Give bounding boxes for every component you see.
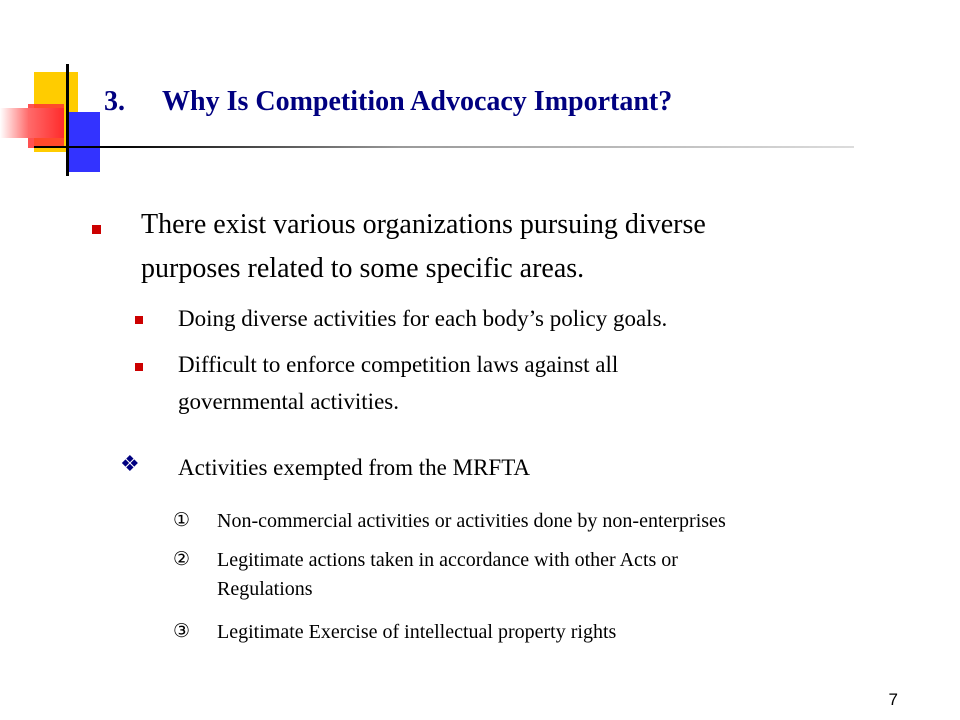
exemptions-heading: Activities exempted from the MRFTA	[178, 455, 531, 480]
title-number: 3.	[104, 86, 125, 117]
sub-bullet-2-line-2: governmental activities.	[178, 389, 399, 414]
sub-bullet-2-line-1: Difficult to enforce competition laws against all	[178, 352, 619, 377]
sub-bullet-1: Doing diverse activities for each body’s policy goals.	[178, 306, 668, 331]
circled-number-1: ①	[173, 509, 191, 531]
title-text: Why Is Competition Advocacy Important?	[162, 86, 673, 117]
numbered-item-2-line-2: Regulations	[217, 578, 313, 600]
numbered-item-3: Legitimate Exercise of intellectual property rights	[217, 621, 617, 643]
circled-number-2: ②	[173, 548, 191, 570]
decor-vertical-line	[66, 64, 69, 176]
red-square-bullet-icon	[135, 363, 143, 371]
four-diamond-bullet-icon: ❖	[120, 452, 140, 477]
slide-title	[104, 86, 672, 118]
bullet-1-line-1: There exist various organizations pursuing diverse	[141, 209, 706, 240]
numbered-item-2-line-1: Legitimate actions taken in accordance with other Acts or	[217, 549, 678, 571]
red-square-bullet-icon	[135, 316, 143, 324]
page-number: 7	[888, 690, 898, 709]
red-square-bullet-icon	[92, 225, 101, 234]
decor-blue-block	[66, 112, 100, 172]
decor-red-gradient	[0, 108, 64, 138]
bullet-1-line-2: purposes related to some specific areas.	[141, 253, 585, 284]
title-underline	[34, 146, 854, 148]
circled-number-3: ③	[173, 620, 191, 642]
numbered-item-1: Non-commercial activities or activities done by non-enterprises	[217, 510, 726, 532]
